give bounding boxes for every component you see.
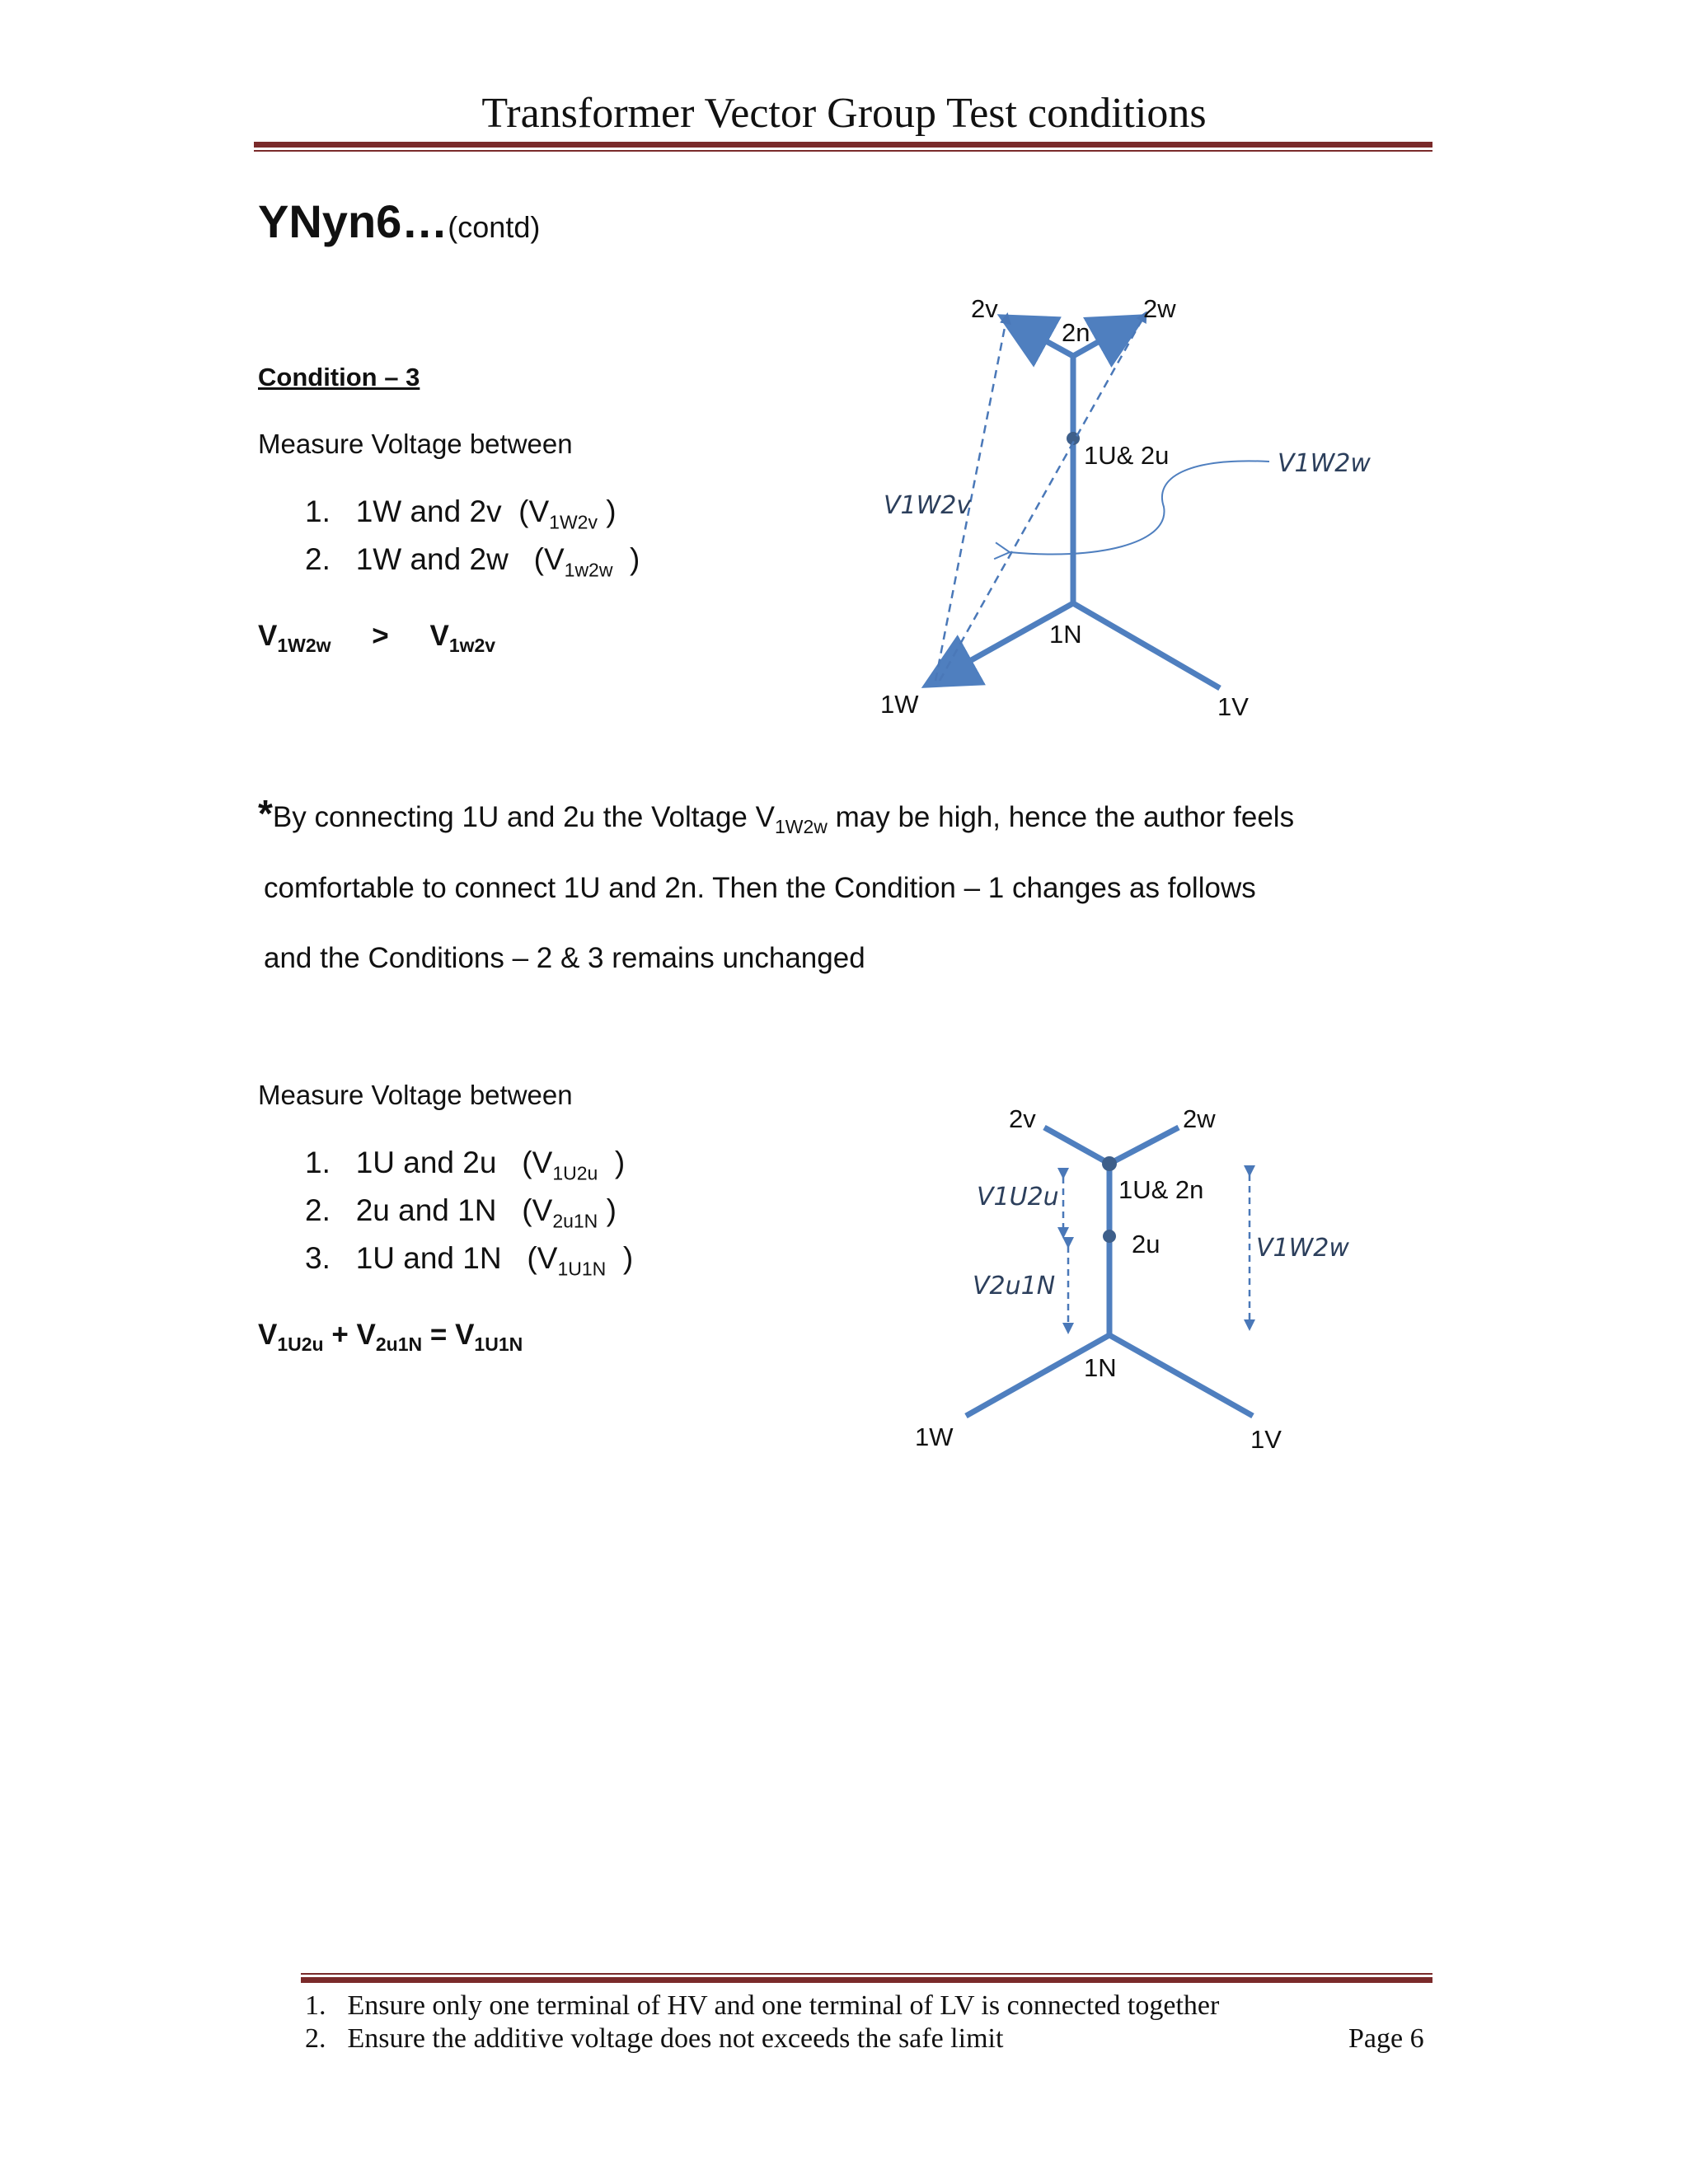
header-title: Transformer Vector Group Test conditions [481,90,1207,137]
page-number: Page 6 [1348,2023,1424,2054]
list-item: 2. 2u and 1N ($V_{2u1N}$ ) [305,1193,617,1232]
lv-phase-v [1044,1127,1109,1164]
voltage-equation: $V_{1U2u} + V_{2u1N} = V_{1U1N}$ [258,1319,523,1355]
measure-label: Measure Voltage between [258,429,573,459]
hv-phase-v [1073,603,1220,688]
label-2v: 2v [1009,1104,1036,1133]
label-2v: 2v [971,294,998,323]
note-line-2: comfortable to connect 1U and 2n. Then the Condition – 1 changes as follows [264,872,1256,904]
node-2u [1103,1230,1116,1243]
handwritten-v1w2w: V1W2w [1256,1234,1349,1263]
callout-arrow [1010,461,1269,554]
label-2n: 2n [1062,318,1090,347]
list-item: 1. 1W and 2v ($V_{1W2v}$ ) [305,494,617,533]
label-1n: 1N [1084,1353,1117,1382]
label-1v: 1V [1217,692,1249,721]
lv-phase-w [1109,1127,1179,1164]
footer-note: 1. Ensure only one terminal of HV and one terminal of LV is connected together [305,1990,1220,2021]
note-line-3: and the Conditions – 2 & 3 remains unchanged [264,942,865,974]
list-item: 3. 1U and 1N ($V_{1U1N}$ ) [305,1241,634,1280]
heading-suffix: (contd) [448,210,541,244]
vector-diagram-condition-3 [824,272,1418,733]
header-rule-thin [254,150,1432,152]
voltage-inequality: $V_{1W2w} > V_{1w2v}$ [258,620,496,656]
footer-rule-thin [301,1973,1432,1975]
vector-diagram-revised [907,1080,1368,1459]
heading-main: YNyn6… [258,195,448,247]
footer-rule [301,1977,1432,1983]
condition-3-title: Condition – 3 [258,363,420,391]
label-2w: 2w [1143,294,1176,323]
measure-label: Measure Voltage between [258,1080,573,1110]
asterisk: * [258,792,273,835]
label-2w: 2w [1183,1104,1216,1133]
label-1v: 1V [1250,1425,1282,1454]
handwritten-v1w2v: V1W2v [884,491,972,520]
label-1w: 1W [915,1422,954,1451]
note-line-1: *By connecting 1U and 2u the Voltage $V_{1W2w}$ may be high, hence the author feels [258,792,1295,837]
label-1u-2u: 1U& 2u [1084,441,1170,470]
section-heading [258,194,540,248]
node-1u-2n [1102,1156,1117,1171]
label-2u: 2u [1132,1230,1160,1258]
list-item: 1. 1U and 2u ($V_{1U2u}$ ) [305,1146,626,1184]
list-item: 2. 1W and 2w ($V_{1w2w}$ ) [305,542,640,581]
handwritten-v2u1n: V2u1N [973,1272,1056,1301]
handwritten-v1w2w: V1W2w [1278,449,1371,478]
label-1w: 1W [880,690,919,719]
footer-note: 2. Ensure the additive voltage does not exceeds the safe limit [305,2023,1004,2054]
header-rule [254,142,1432,148]
handwritten-v1u2u: V1U2u [977,1183,1059,1212]
hv-phase-v [1109,1335,1253,1416]
label-1u-2n: 1U& 2n [1118,1175,1204,1204]
label-1n: 1N [1049,620,1082,649]
